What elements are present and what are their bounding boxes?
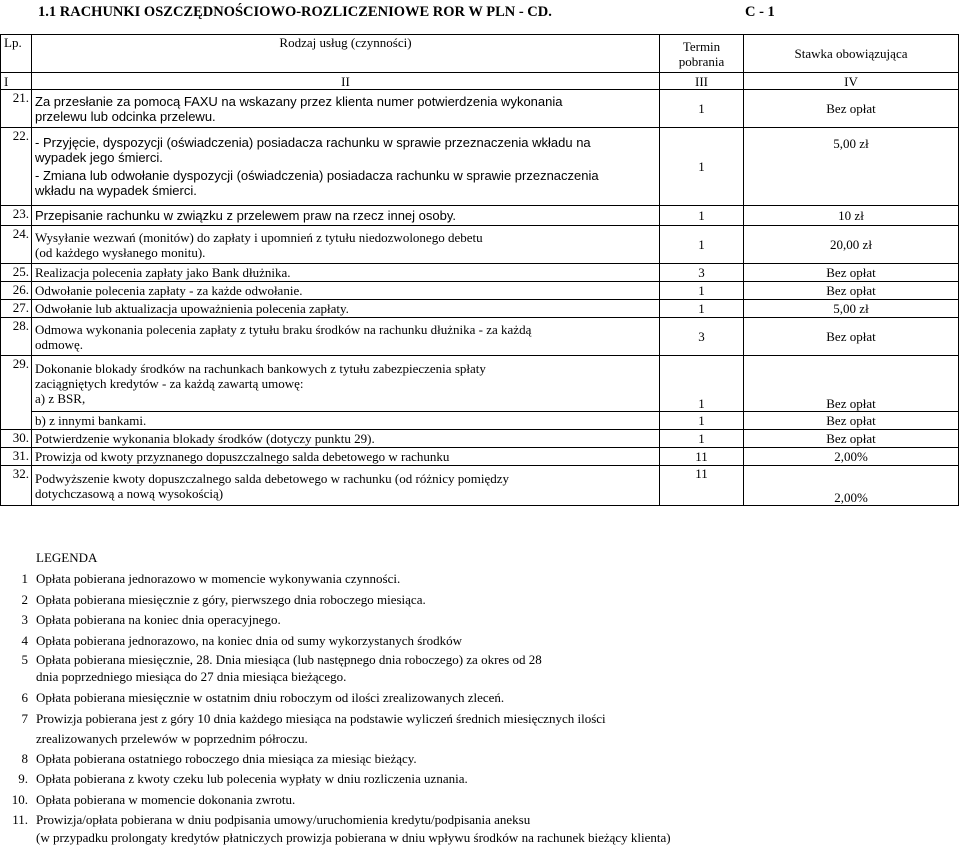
row-rate: Bez opłat: [744, 412, 959, 430]
legend-num: 2: [21, 592, 28, 607]
row-termin: 1: [660, 226, 744, 264]
legend-num: 8: [21, 751, 28, 766]
row-lp: 27.: [1, 300, 32, 318]
legend-text: Prowizja pobierana jest z góry 10 dnia każdego miesiąca na podstawie wyliczeń średnich miesięcznych ilości: [36, 711, 606, 726]
row-termin: 11: [660, 448, 744, 466]
legend-num: 11.: [12, 812, 28, 827]
row-rate: Bez opłat: [744, 430, 959, 448]
legend-text: Opłata pobierana w momencie dokonania zwrotu.: [36, 792, 296, 807]
legend-text: Opłata pobierana jednorazowo, na koniec dnia od sumy wykorzystanych środków: [36, 633, 462, 648]
row-termin: 1: [660, 282, 744, 300]
table-header-row: [1, 35, 959, 73]
table-row: [1, 128, 959, 206]
row-lp: 22.: [1, 128, 32, 206]
legend-text: Opłata pobierana na koniec dnia operacyjnego.: [36, 612, 281, 627]
row-lp: [1, 412, 32, 430]
table-row: [1, 412, 959, 430]
table-row: [1, 466, 959, 506]
legend-text: Prowizja/opłata pobierana w dniu podpisania umowy/uruchomienia kredytu/podpisania aneksu: [36, 812, 531, 827]
row-rate: Bez opłat: [744, 90, 959, 128]
row-service: [32, 412, 660, 430]
legend-num: 1: [21, 571, 28, 586]
service-line: Realizacja polecenia zapłaty jako Bank dłużnika.: [35, 265, 291, 280]
legend-num: 3: [21, 612, 28, 627]
row-rate: Bez opłat: [744, 282, 959, 300]
row-lp: 32.: [1, 466, 32, 506]
service-line: b) z innymi bankami.: [35, 413, 147, 428]
fee-table: [0, 34, 959, 506]
service-line: Odwołanie polecenia zapłaty - za każde odwołanie.: [35, 283, 303, 298]
row-rate: Bez opłat: [744, 264, 959, 282]
service-line: Przepisanie rachunku w związku z przelewem praw na rzecz innej osoby.: [35, 208, 457, 223]
row-lp: 23.: [1, 206, 32, 226]
legend-text: Opłata pobierana miesięcznie z góry, pierwszego dnia roboczego miesiąca.: [36, 592, 426, 607]
row-service: [32, 282, 660, 300]
table-row: [1, 206, 959, 226]
row-lp: 24.: [1, 226, 32, 264]
service-line: - Zmiana lub odwołanie dyspozycji (oświadczenia) posiadacza rachunku w sprawie przeznaczenia: [35, 168, 599, 183]
table-row: [1, 282, 959, 300]
service-line: wkładu na wypadek śmierci.: [35, 183, 197, 198]
legend-num: 7: [21, 711, 28, 726]
row-lp: 30.: [1, 430, 32, 448]
service-line: dotychczasową a nową wysokością): [35, 485, 224, 501]
row-rate: Bez opłat: [744, 356, 959, 412]
service-line: Podwyższenie kwoty dopuszczalnego salda debetowego w rachunku (od różnicy pomiędzy: [35, 470, 509, 486]
service-line: zaciągniętych kredytów - za każdą zawartą umowę:: [35, 376, 304, 391]
col-number: I: [1, 73, 32, 90]
table-row: [1, 356, 959, 412]
row-termin: 3: [660, 318, 744, 356]
table-row: [1, 90, 959, 128]
service-line: Wysyłanie wezwań (monitów) do zapłaty i upomnień z tytułu niedozwolonego debetu: [35, 229, 483, 245]
legend-text: Opłata pobierana z kwoty czeku lub polecenia wypłaty w dniu rozliczenia uznania.: [36, 771, 468, 786]
row-service: [32, 206, 660, 226]
legend-num: 10.: [11, 792, 28, 807]
legend-text: Opłata pobierana miesięcznie w ostatnim dniu roboczym od ilości zrealizowanych zleceń.: [36, 690, 505, 705]
row-service: [32, 356, 660, 412]
row-service: [32, 300, 660, 318]
row-lp: 31.: [1, 448, 32, 466]
section-code: C - 1: [745, 4, 775, 20]
legend-num: 6: [21, 690, 28, 705]
col-number: II: [32, 73, 660, 90]
row-rate: 5,00 zł: [744, 300, 959, 318]
service-line: Prowizja od kwoty przyznanego dopuszczalnego salda debetowego w rachunku: [35, 449, 450, 464]
document-header: [0, 4, 960, 26]
row-termin: 1: [660, 128, 744, 206]
table-row: [1, 226, 959, 264]
column-number-row: [1, 73, 959, 90]
legend-num: 5: [21, 652, 28, 667]
row-lp: 25.: [1, 264, 32, 282]
legend-num: 4: [21, 633, 28, 648]
row-lp: 29.: [1, 356, 32, 412]
service-line: Odmowa wykonania polecenia zapłaty z tytułu braku środków na rachunku dłużnika - za każdą: [35, 321, 532, 337]
row-service: [32, 448, 660, 466]
row-termin: 1: [660, 300, 744, 318]
row-lp: 26.: [1, 282, 32, 300]
table-row: [1, 430, 959, 448]
row-service: [32, 430, 660, 448]
legend-num: 9.: [18, 771, 28, 786]
service-line: odmowę.: [35, 336, 84, 352]
row-termin: 1: [660, 430, 744, 448]
row-rate: 5,00 zł: [744, 128, 959, 206]
row-service: [32, 226, 660, 264]
service-line: Dokonanie blokady środków na rachunkach bankowych z tytułu zabezpieczenia spłaty: [35, 361, 486, 376]
row-rate: 10 zł: [744, 206, 959, 226]
row-service: [32, 466, 660, 506]
row-service: [32, 128, 660, 206]
service-line: Odwołanie lub aktualizacja upoważnienia polecenia zapłaty.: [35, 301, 349, 316]
service-line: - Przyjęcie, dyspozycji (oświadczenia) posiadacza rachunku w sprawie przeznaczenia wkładu na: [35, 135, 591, 150]
service-line: przelewu lub odcinka przelewu.: [35, 108, 216, 124]
row-rate: 2,00%: [744, 448, 959, 466]
section-title: 1.1 RACHUNKI OSZCZĘDNOŚCIOWO-ROZLICZENIOWE ROR W PLN - CD.: [38, 4, 552, 20]
row-termin: 1: [660, 90, 744, 128]
header-termin-line1: Termin: [682, 38, 721, 54]
row-service: [32, 318, 660, 356]
row-lp: 21.: [1, 90, 32, 128]
legend-text: Opłata pobierana miesięcznie, 28. Dnia miesiąca (lub następnego dnia roboczego) za okres od 28: [36, 652, 542, 667]
row-termin: 11: [660, 466, 744, 506]
legend-text: (w przypadku prolongaty kredytów płatniczych prowizja pobierana w dniu wpływu środków na rachunek bieżący klienta): [36, 830, 671, 845]
header-rate: Stawka obowiązująca: [744, 35, 959, 73]
row-rate: 20,00 zł: [744, 226, 959, 264]
table-row: [1, 264, 959, 282]
header-lp: Lp.: [1, 35, 32, 73]
row-termin: 1: [660, 356, 744, 412]
row-lp: 28.: [1, 318, 32, 356]
service-line: wypadek jego śmierci.: [35, 150, 163, 165]
legend-text: zrealizowanych przelewów w poprzednim półroczu.: [36, 731, 308, 746]
legend-text: dnia poprzedniego miesiąca do 27 dnia miesiąca bieżącego.: [36, 669, 347, 684]
service-line: Potwierdzenie wykonania blokady środków (dotyczy punktu 29).: [35, 431, 375, 446]
service-line: (od każdego wysłanego monitu).: [35, 244, 206, 260]
row-service: [32, 90, 660, 128]
header-service: Rodzaj usług (czynności): [32, 35, 660, 73]
table-row: [1, 300, 959, 318]
legend-title: LEGENDA: [36, 550, 98, 565]
table-row: [1, 318, 959, 356]
row-rate: 2,00%: [744, 466, 959, 506]
header-termin: [660, 35, 744, 73]
row-termin: 1: [660, 412, 744, 430]
row-termin: 3: [660, 264, 744, 282]
row-rate: Bez opłat: [744, 318, 959, 356]
col-number: IV: [744, 73, 959, 90]
row-termin: 1: [660, 206, 744, 226]
table-row: [1, 448, 959, 466]
col-number: III: [660, 73, 744, 90]
header-termin-line2: pobrania: [678, 53, 725, 69]
service-line: a) z BSR,: [35, 391, 86, 406]
legend-text: Opłata pobierana jednorazowo w momencie wykonywania czynności.: [36, 571, 401, 586]
row-service: [32, 264, 660, 282]
legend-text: Opłata pobierana ostatniego roboczego dnia miesiąca za miesiąc bieżący.: [36, 751, 417, 766]
service-line: Za przesłanie za pomocą FAXU na wskazany przez klienta numer potwierdzenia wykonania: [35, 93, 563, 109]
